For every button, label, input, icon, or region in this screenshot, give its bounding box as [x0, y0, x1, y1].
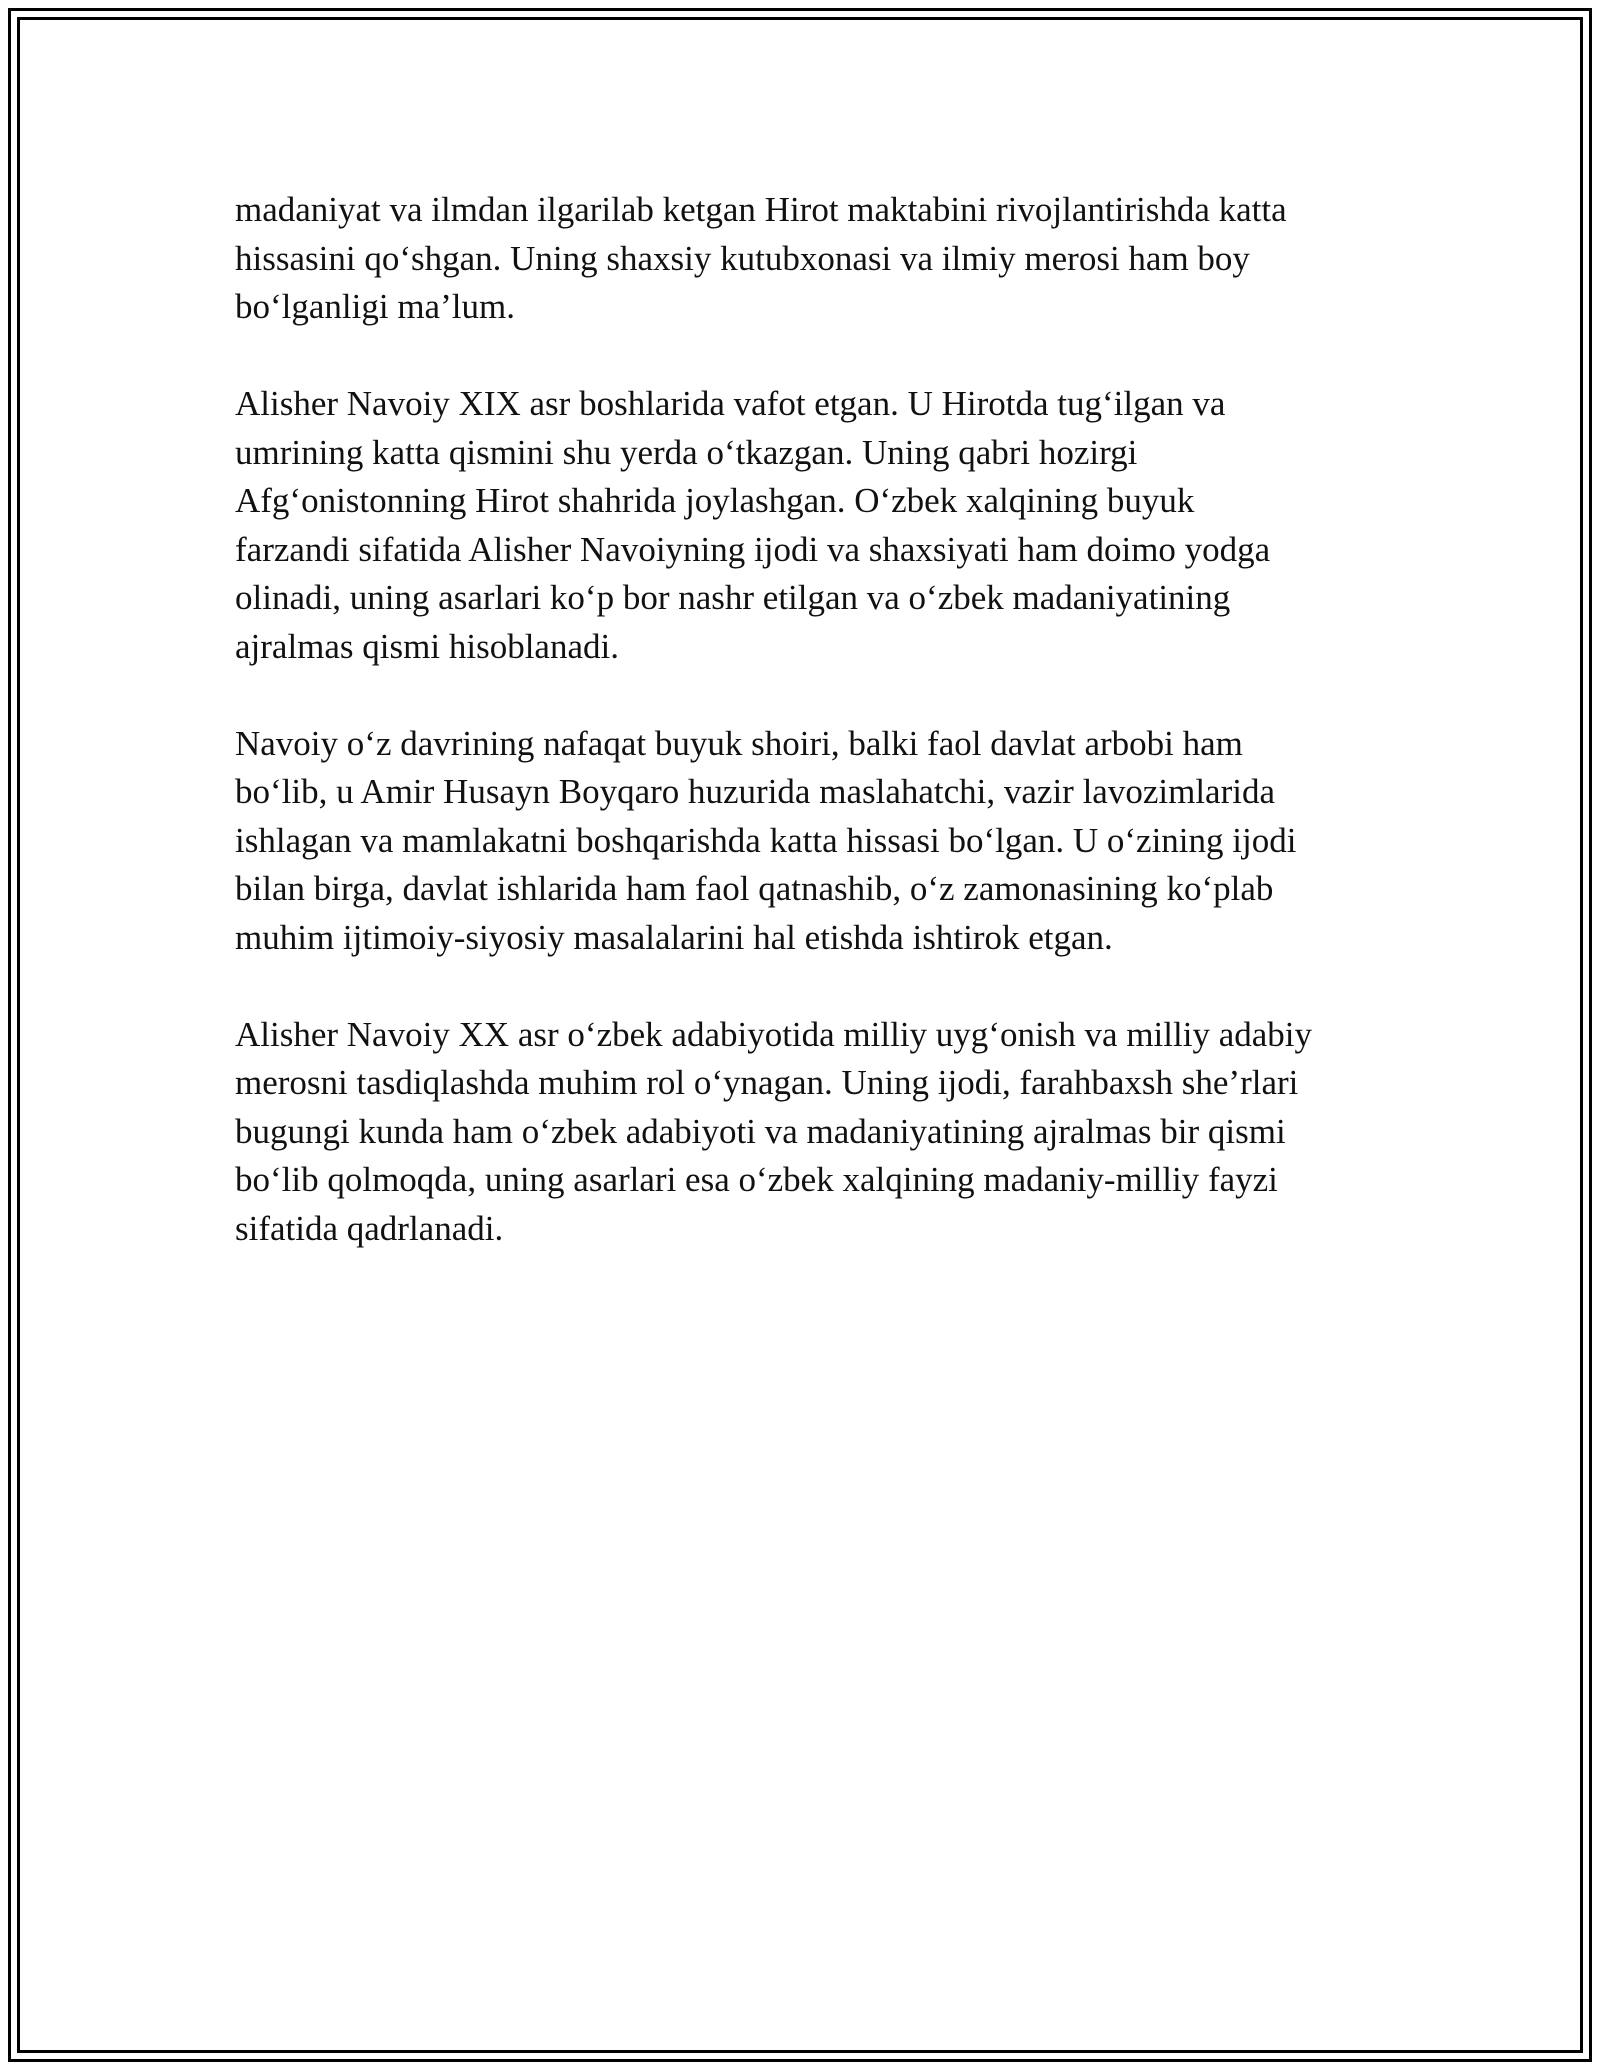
- document-body: [235, 186, 1375, 1302]
- paragraph-4: Alisher Navoiy XX asr o‘zbek adabiyotida milliy uyg‘onish va milliy adabiy merosni tasdiqlashda muhim rol o‘ynagan. Uning ijodi, farahbaxsh she’rlari bugungi kunda ham o‘zbek adabiyoti va madaniyatining ajralmas bir qismi bo‘lib qolmoqda, uning asarlari esa o‘zbek xalqining madaniy-milliy fayzi sifatida qadrlanadi.: [235, 1014, 1313, 1248]
- paragraph-1: madaniyat va ilmdan ilgarilab ketgan Hirot maktabini rivojlantirishda katta hissasini qo‘shgan. Uning shaxsiy kutubxonasi va ilmiy merosi ham boy bo‘lganligi ma’lum.: [235, 190, 1287, 326]
- paragraph-2: Alisher Navoiy XIX asr boshlarida vafot etgan. U Hirotda tug‘ilgan va umrining katta qismini shu yerda o‘tkazgan. Uning qabri hozirgi Afg‘onistonning Hirot shahrida joylashgan. O‘zbek xalqining buyuk farzandi sifatida Alisher Navoiyning ijodi va shaxsiyati ham doimo yodga olinadi, uning asarlari ko‘p bor nashr etilgan va o‘zbek madaniyatining ajralmas qismi hisoblanadi.: [235, 384, 1271, 666]
- paragraph-3: Navoiy o‘z davrining nafaqat buyuk shoiri, balki faol davlat arbobi ham bo‘lib, u Amir Husayn Boyqaro huzurida maslahatchi, vazir lavozimlarida ishlagan va mamlakatni boshqarishda katta hissasi bo‘lgan. U o‘zining ijodi bilan birga, davlat ishlarida ham faol qatnashib, o‘z zamonasining ko‘plab muhim ijtimoiy-siyosiy masalalarini hal etishda ishtirok etgan.: [235, 723, 1297, 957]
